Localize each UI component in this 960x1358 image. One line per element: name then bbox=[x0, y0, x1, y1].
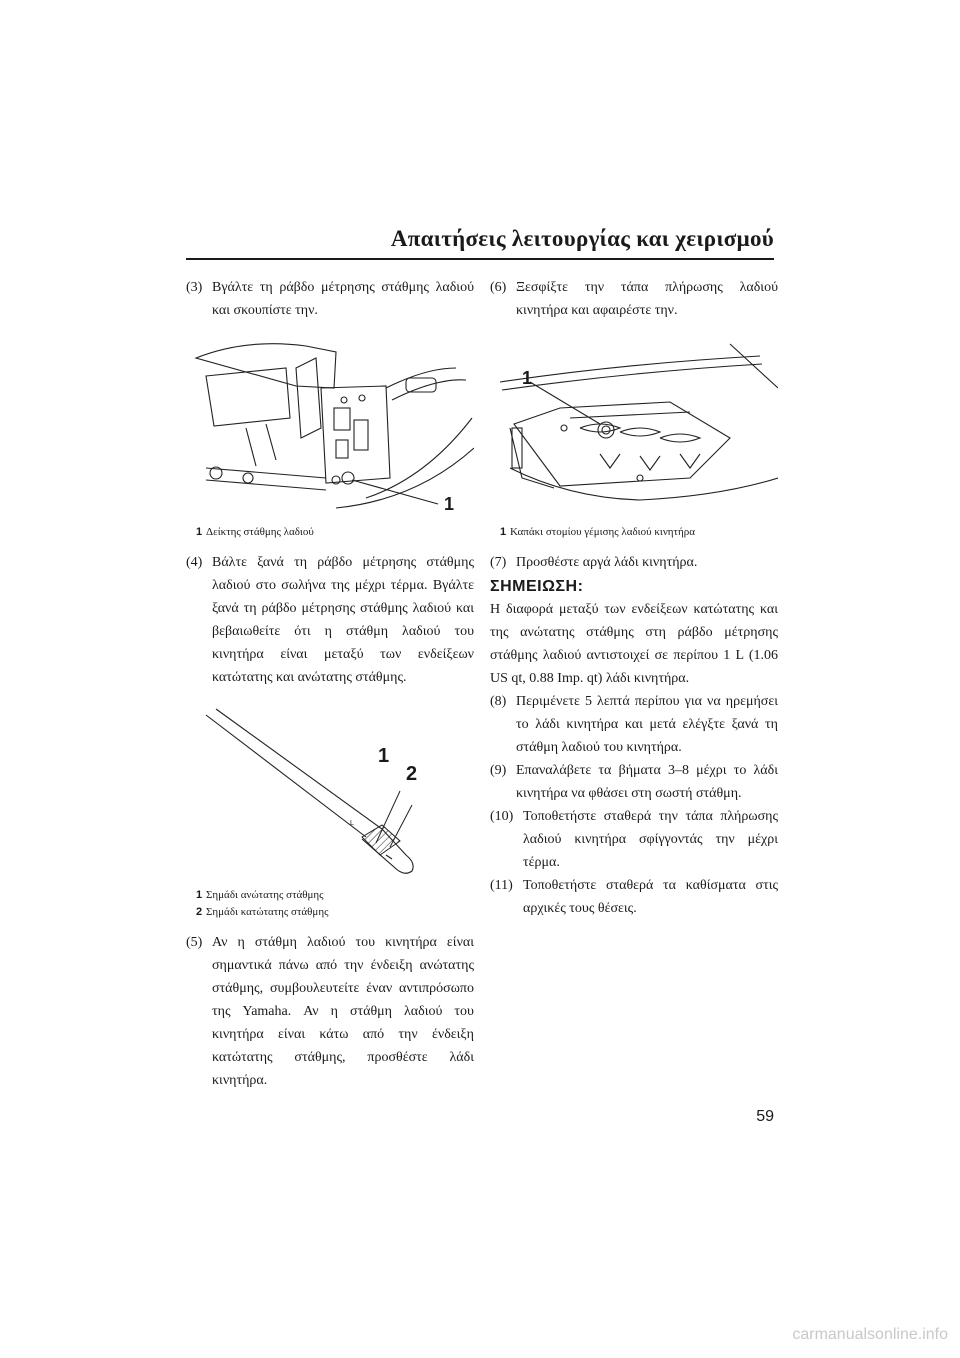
step-text: Βάλτε ξανά τη ράβδο μέτρησης στάθμης λαδιού στο σωλήνα της μέχρι τέρμα. Βγάλτε ξανά τη ράβδο μέτρησης στάθμης λαδιού και βεβαιωθείτε ότι η στάθμη λαδιού του κινητήρα είναι μεταξύ των ενδείξεων κατώτατης και ανώτατης στάθμης. bbox=[212, 555, 474, 685]
dipstick-marks-illustration bbox=[186, 707, 474, 887]
figure-callout: 1 bbox=[522, 368, 533, 388]
figure-callout: 1 bbox=[378, 745, 390, 767]
step-3 bbox=[186, 276, 474, 322]
caption-text: Δείκτης στάθμης λαδιού bbox=[206, 526, 314, 538]
step-7 bbox=[490, 551, 778, 574]
step-number: (9) bbox=[490, 763, 507, 778]
note-text: Η διαφορά μεταξύ των ενδείξεων κατώτατης και της ανώτατης στάθμης στη ράβδο μέτρησης στάθμης λαδιού αντιστοιχεί σε περίπου 1 L (1.06 US qt, 0.88 Imp. qt) λάδι κινητήρα. bbox=[490, 602, 778, 686]
title-rule bbox=[186, 258, 774, 260]
step-text: Τοποθετήστε σταθερά την τάπα πλήρωσης λαδιού κινητήρα σφίγγοντάς την μέχρι τέρμα. bbox=[523, 809, 778, 870]
step-text: Περιμένετε 5 λεπτά περίπου για να ηρεμήσει το λάδι κινητήρα και μετά ελέγξτε ξανά τη στάθμη λαδιού του κινητήρα. bbox=[516, 694, 778, 755]
svg-text:L: L bbox=[350, 820, 354, 827]
step-text: Επαναλάβετε τα βήματα 3–8 μέχρι το λάδι κινητήρα να φθάσει στη σωστή στάθμη. bbox=[516, 763, 778, 801]
caption-text: Σημάδι ανώτατης στάθμης bbox=[206, 889, 324, 901]
caption-text: Σημάδι κατώτατης στάθμης bbox=[206, 906, 329, 918]
step-text: Αν η στάθμη λαδιού του κινητήρα είναι σημαντικά πάνω από την ένδειξη ανώτατης στάθμης, συμβουλευτείτε έναν αντιπρόσωπο της Yamaha. Αν η στάθμη λαδιού του κινητήρα είναι κάτω από την ένδειξη κατώτατης στάθμης, προσθέστε λάδι κινητήρα. bbox=[212, 935, 474, 1088]
figure-caption bbox=[500, 524, 778, 541]
note-heading: ΣΗΜΕΙΩΣΗ: bbox=[490, 578, 584, 595]
step-10 bbox=[490, 805, 778, 874]
step-number: (3) bbox=[186, 280, 203, 295]
figure-callout: 2 bbox=[406, 763, 418, 785]
figure-dipstick-marks bbox=[186, 707, 474, 887]
caption-number: 1 bbox=[196, 889, 203, 901]
step-number: (10) bbox=[490, 809, 514, 824]
step-text: Βγάλτε τη ράβδο μέτρησης στάθμης λαδιού και σκουπίστε την. bbox=[212, 280, 474, 318]
left-column bbox=[186, 276, 474, 1092]
step-9 bbox=[490, 759, 778, 805]
page-number: 59 bbox=[756, 1108, 774, 1125]
engine-dipstick-illustration bbox=[186, 328, 474, 524]
step-number: (7) bbox=[490, 555, 507, 570]
step-number: (8) bbox=[490, 694, 507, 709]
step-5 bbox=[186, 931, 474, 1092]
oil-filler-cap-illustration bbox=[490, 328, 778, 524]
step-number: (5) bbox=[186, 935, 203, 950]
figure-caption bbox=[196, 887, 474, 904]
step-number: (4) bbox=[186, 555, 203, 570]
figure-engine-dipstick bbox=[186, 328, 474, 524]
caption-number: 2 bbox=[196, 906, 203, 918]
right-column bbox=[490, 276, 778, 920]
step-6 bbox=[490, 276, 778, 322]
figure-caption bbox=[196, 524, 474, 541]
step-number: (6) bbox=[490, 280, 507, 295]
caption-number: 1 bbox=[196, 526, 203, 538]
step-text: Τοποθετήστε σταθερά τα καθίσματα στις αρχικές τους θέσεις. bbox=[523, 878, 778, 916]
step-4 bbox=[186, 551, 474, 689]
page-title: Απαιτήσεις λειτουργίας και χειρισμού bbox=[390, 226, 774, 251]
watermark: carmanualsonline.info bbox=[792, 1326, 948, 1343]
step-8 bbox=[490, 690, 778, 759]
caption-number: 1 bbox=[500, 526, 507, 538]
figure-oil-filler-cap bbox=[490, 328, 778, 524]
step-11 bbox=[490, 874, 778, 920]
figure-callout: 1 bbox=[444, 494, 455, 514]
figure-caption bbox=[196, 904, 474, 921]
step-text: Προσθέστε αργά λάδι κινητήρα. bbox=[516, 555, 698, 570]
step-number: (11) bbox=[490, 878, 513, 893]
step-text: Ξεσφίξτε την τάπα πλήρωσης λαδιού κινητήρα και αφαιρέστε την. bbox=[516, 280, 778, 318]
caption-text: Καπάκι στομίου γέμισης λαδιού κινητήρα bbox=[510, 526, 695, 538]
